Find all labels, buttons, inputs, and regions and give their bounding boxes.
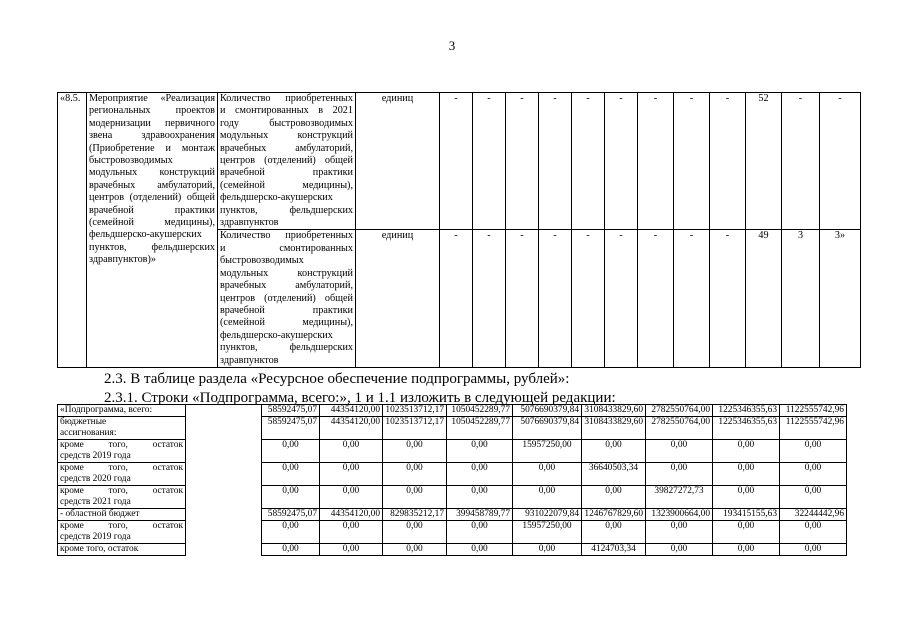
value-cell: 0,00 — [447, 544, 513, 556]
table-row — [58, 405, 847, 417]
value-cell: - — [605, 230, 638, 367]
unit-cell: единиц — [356, 230, 440, 367]
value-cell: 0,00 — [646, 544, 713, 556]
indicators-table — [57, 92, 861, 368]
value-cell: 0,00 — [713, 463, 780, 486]
value-cell: 193415155,63 — [713, 509, 780, 521]
value-cell: 0,00 — [713, 521, 780, 544]
text-line: кроме того, остаток — [60, 463, 183, 473]
indicator-cell — [218, 93, 356, 230]
text-line: центров (отделений) общей — [89, 192, 215, 204]
text-line: фельдшерско-акушерских — [89, 229, 202, 241]
row-label — [58, 544, 186, 556]
value-cell: 0,00 — [713, 544, 780, 556]
value-cell: 0,00 — [582, 486, 646, 509]
row-label — [58, 509, 186, 521]
value-cell: - — [674, 93, 710, 230]
value-cell: 52 — [746, 93, 782, 230]
text-line: кроме того, остаток — [60, 486, 183, 496]
value-cell: - — [638, 230, 674, 367]
value-cell: 0,00 — [780, 521, 847, 544]
text-line: - областной бюджет — [60, 509, 140, 519]
value-cell: 0,00 — [582, 440, 646, 463]
value-cell: - — [539, 230, 572, 367]
value-cell: 0,00 — [513, 486, 582, 509]
value-cell: 0,00 — [320, 544, 383, 556]
text-line: здравпунктов)» — [89, 254, 156, 266]
value-cell: - — [473, 230, 506, 367]
value-cell: 44354120,00 — [320, 417, 383, 440]
value-cell: - — [572, 93, 605, 230]
value-cell: - — [506, 93, 539, 230]
value-cell: 0,00 — [447, 463, 513, 486]
text-line: и смонтированных в 2021 — [220, 105, 353, 117]
value-cell: 39827272,73 — [646, 486, 713, 509]
value-cell: - — [782, 93, 820, 230]
value-cell: 0,00 — [582, 521, 646, 544]
text-line: (семейной медицины), — [220, 179, 353, 191]
value-cell: 44354120,00 — [320, 509, 383, 521]
text-line: средств 2019 года — [60, 450, 131, 461]
value-cell: 2782550764,00 — [646, 405, 713, 417]
table-row — [58, 509, 847, 521]
value-cell: 1023513712,17 — [383, 405, 447, 417]
table-row — [58, 521, 847, 544]
text-line: быстровозводимых — [220, 255, 304, 267]
value-cell: 15957250,00 — [513, 521, 582, 544]
text-line: (семейной медицины), — [89, 217, 215, 229]
text-line: году быстровозводимых — [220, 117, 353, 129]
value-cell: 0,00 — [262, 440, 320, 463]
value-cell: 1122555742,96 — [780, 417, 847, 440]
value-cell: 0,00 — [513, 544, 582, 556]
value-cell: 0,00 — [320, 486, 383, 509]
value-cell: 0,00 — [513, 463, 582, 486]
text-line: врачебной практики — [220, 167, 353, 179]
value-cell: 0,00 — [780, 544, 847, 556]
text-line: Мероприятие «Реализация — [89, 93, 215, 104]
value-cell: 0,00 — [646, 440, 713, 463]
row-label — [58, 440, 186, 463]
text-line: центров (отделений) общей — [220, 292, 353, 304]
value-cell: 399458789,77 — [447, 509, 513, 521]
text-line: фельдшерско-акушерских — [220, 192, 333, 204]
value-cell: 3 — [782, 230, 820, 367]
value-cell: 0,00 — [262, 521, 320, 544]
paragraph-2-3: 2.3. В таблице раздела «Ресурсное обеспечение подпрограммы, рублей»: — [104, 371, 570, 387]
value-cell: 1225346355,63 — [713, 417, 780, 440]
text-line: пунктов, фельдшерских — [220, 204, 353, 216]
value-cell: - — [440, 230, 473, 367]
indicator-cell — [218, 230, 356, 367]
value-cell: 58592475,07 — [262, 417, 320, 440]
value-cell: 1023513712,17 — [383, 417, 447, 440]
value-cell: 0,00 — [262, 486, 320, 509]
value-cell: 36640503,34 — [582, 463, 646, 486]
text-line: врачебных амбулаторий, — [220, 142, 353, 154]
value-cell: 1323900664,00 — [646, 509, 713, 521]
row-number: «8.5. — [58, 93, 87, 368]
value-cell: - — [605, 93, 638, 230]
text-line: модульных конструкций — [89, 167, 215, 179]
text-line: средств 2020 года — [60, 473, 131, 484]
row-label — [58, 486, 186, 509]
value-cell: 1050452289,77 — [447, 405, 513, 417]
text-line: модульных конструкций — [220, 130, 353, 142]
value-cell: 58592475,07 — [262, 405, 320, 417]
value-cell: 2782550764,00 — [646, 417, 713, 440]
row-label — [58, 463, 186, 486]
value-cell: - — [473, 93, 506, 230]
text-line: врачебной практики — [89, 204, 215, 216]
text-line: центров (отделений) общей — [220, 155, 353, 167]
value-cell: 3108433829,60 — [582, 417, 646, 440]
event-name-cell — [87, 93, 218, 368]
table-row — [58, 440, 847, 463]
text-line: Количество приобретенных — [220, 230, 353, 242]
text-line: фельдшерско-акушерских — [220, 329, 333, 341]
value-cell: 3» — [820, 230, 861, 367]
value-cell: 1246767829,60 — [582, 509, 646, 521]
text-line: звена здравоохранения — [89, 130, 215, 142]
value-cell: 0,00 — [320, 521, 383, 544]
value-cell: 49 — [746, 230, 782, 367]
table-row — [58, 463, 847, 486]
value-cell: 0,00 — [320, 463, 383, 486]
value-cell: 0,00 — [713, 486, 780, 509]
text-line: (Приобретение и монтаж — [89, 142, 215, 154]
value-cell: 931022079,84 — [513, 509, 582, 521]
text-line: ассигнования: — [60, 427, 117, 438]
table-row — [58, 417, 847, 440]
text-line: быстровозводимых — [89, 155, 173, 167]
empty-cell — [186, 405, 262, 556]
text-line: здравпунктов — [220, 217, 279, 229]
value-cell: 4124703,34 — [582, 544, 646, 556]
text-line: и смонтированных — [220, 242, 353, 254]
text-line: Количество приобретенных — [220, 93, 353, 104]
row-label — [58, 417, 186, 440]
value-cell: 1122555742,96 — [780, 405, 847, 417]
value-cell: 0,00 — [780, 486, 847, 509]
value-cell: 58592475,07 — [262, 509, 320, 521]
value-cell: 0,00 — [383, 440, 447, 463]
value-cell: - — [710, 93, 746, 230]
value-cell: 0,00 — [383, 463, 447, 486]
text-line: врачебной практики — [220, 304, 353, 316]
value-cell: 0,00 — [780, 463, 847, 486]
text-line: «Подпрограмма, всего: — [60, 405, 153, 415]
unit-cell: единиц — [356, 93, 440, 230]
page-number: 3 — [448, 38, 456, 53]
value-cell: - — [539, 93, 572, 230]
table-row — [58, 486, 847, 509]
value-cell: 0,00 — [713, 440, 780, 463]
value-cell: 5076690379,84 — [513, 417, 582, 440]
table-row — [58, 544, 847, 556]
value-cell: - — [638, 93, 674, 230]
value-cell: 1050452289,77 — [447, 417, 513, 440]
text-line: пунктов, фельдшерских — [220, 342, 353, 354]
text-line: модульных конструкций — [220, 267, 353, 279]
text-line: средств 2021 года — [60, 496, 131, 507]
text-line: кроме того, остаток — [60, 521, 183, 531]
value-cell: 1225346355,63 — [713, 405, 780, 417]
row-label — [58, 405, 186, 417]
value-cell: 0,00 — [383, 521, 447, 544]
text-line: кроме того, остаток — [60, 440, 183, 450]
text-line: врачебных амбулаторий, — [220, 280, 353, 292]
value-cell: 0,00 — [320, 440, 383, 463]
text-line: здравпунктов — [220, 354, 279, 366]
value-cell: 0,00 — [447, 440, 513, 463]
value-cell: 44354120,00 — [320, 405, 383, 417]
value-cell: 0,00 — [262, 544, 320, 556]
resource-table — [57, 404, 847, 556]
table-row — [58, 93, 861, 230]
value-cell: - — [710, 230, 746, 367]
value-cell: - — [674, 230, 710, 367]
value-cell: - — [572, 230, 605, 367]
value-cell: 32244442,96 — [780, 509, 847, 521]
text-line: пунктов, фельдшерских — [89, 241, 215, 253]
value-cell: 0,00 — [447, 486, 513, 509]
value-cell: 829835212,17 — [383, 509, 447, 521]
value-cell: 0,00 — [262, 463, 320, 486]
value-cell: - — [820, 93, 861, 230]
value-cell: 0,00 — [383, 486, 447, 509]
text-line: (семейной медицины), — [220, 317, 353, 329]
value-cell: 5076690379,84 — [513, 405, 582, 417]
text-line: бюджетные — [60, 417, 107, 427]
row-label — [58, 521, 186, 544]
text-line: кроме того, остаток — [60, 544, 139, 554]
value-cell: - — [506, 230, 539, 367]
text-line: региональных проектов — [89, 105, 215, 117]
text-line: модернизации первичного — [89, 117, 215, 129]
value-cell: 0,00 — [383, 544, 447, 556]
value-cell: 0,00 — [780, 440, 847, 463]
text-line: средств 2019 года — [60, 531, 131, 542]
paragraph-2-3-1: 2.3.1. Строки «Подпрограмма, всего:», 1 и 1.1 изложить в следующей редакции: — [104, 390, 616, 406]
value-cell: 0,00 — [646, 463, 713, 486]
text-line: врачебных амбулаторий, — [89, 179, 215, 191]
value-cell: 3108433829,60 — [582, 405, 646, 417]
value-cell: - — [440, 93, 473, 230]
value-cell: 0,00 — [646, 521, 713, 544]
value-cell: 15957250,00 — [513, 440, 582, 463]
value-cell: 0,00 — [447, 521, 513, 544]
